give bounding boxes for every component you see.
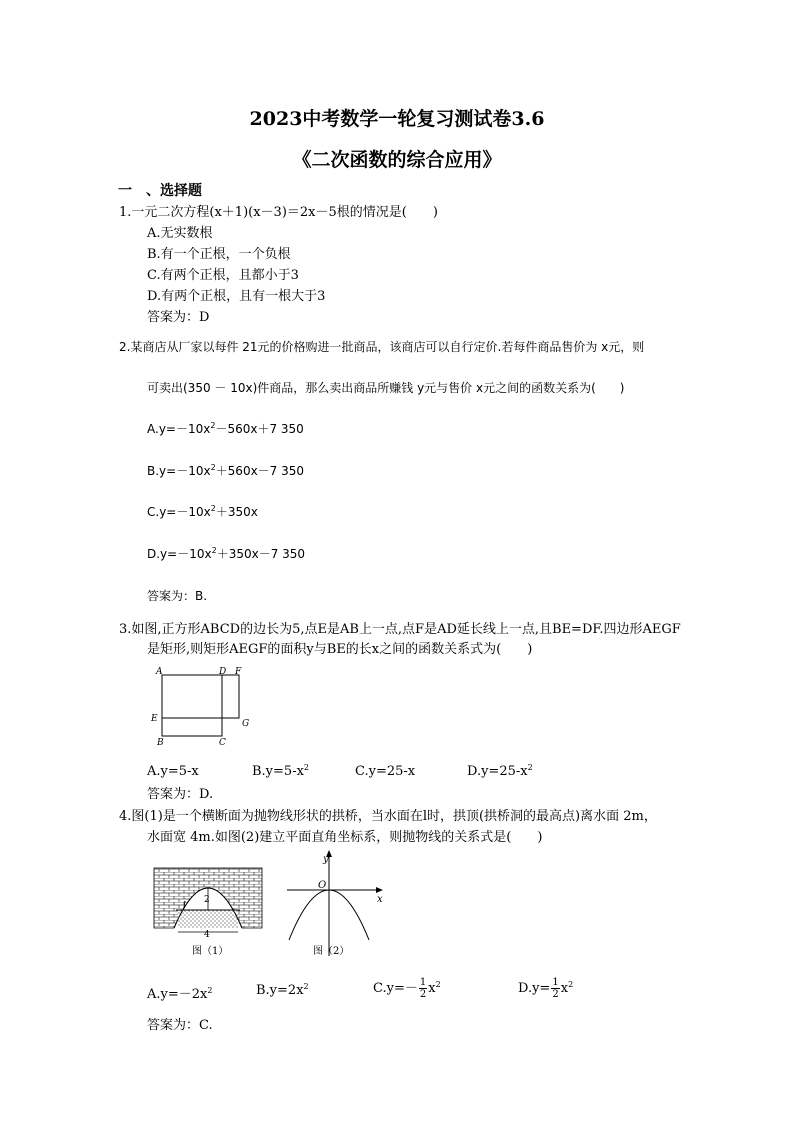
option-b	[256, 983, 309, 998]
option-text: B.y=5-x	[252, 764, 304, 779]
option-text: B.y=－10x	[147, 464, 211, 478]
option-b	[252, 764, 309, 779]
option-text: D.y=25-x	[467, 764, 528, 779]
height-label: 2	[204, 895, 210, 905]
option-a	[147, 983, 212, 1002]
option-text: ＋350x	[215, 505, 258, 519]
option-d: D.有两个正根，且有一根大于3	[147, 289, 326, 304]
option-text: ＋560x－7 350	[215, 464, 305, 478]
option-text: A.y=－10x	[147, 422, 211, 436]
x-axis-label: x	[377, 894, 383, 905]
option-text: C.y=－	[373, 981, 418, 996]
exponent: 2	[568, 980, 574, 989]
option-a: A.无实数根	[147, 226, 213, 241]
exponent: 2	[207, 986, 213, 995]
answer: 答案为：D	[147, 310, 210, 325]
option-d	[147, 545, 305, 562]
y-axis-label: y	[323, 854, 329, 865]
label-d: D	[219, 667, 227, 677]
question-stem-line2: 是矩形,则矩形AEGF的面积y与BE的长x之间的函数关系式为( )	[147, 642, 533, 657]
option-c	[355, 764, 415, 779]
exponent: 2	[210, 421, 216, 430]
option-c	[373, 977, 441, 1000]
label-f: F	[235, 667, 242, 677]
option-b: B.有一个正根，一个负根	[147, 247, 291, 262]
exponent: 2	[210, 463, 216, 472]
option-d	[467, 764, 533, 779]
question-stem-line2: 水面宽 4m.如图(2)建立平面直角坐标系，则抛物线的关系式是( )	[147, 830, 543, 845]
option-text: C.y=25-x	[355, 764, 416, 779]
exponent: 2	[435, 980, 441, 989]
label-e: E	[151, 714, 158, 724]
question-stem-line1: 3.如图,正方形ABCD的边长为5,点E是AB上一点,点F是AD延长线上一点,且BE=DF.四边形AEGF	[119, 622, 681, 637]
option-c	[147, 503, 258, 520]
question-stem-line1: 4.图(1)是一个横断面为抛物线形状的拱桥，当水面在l时，拱顶(拱桥洞的最高点)离水面 2m，	[119, 809, 657, 824]
answer: 答案为：D.	[147, 787, 214, 802]
label-c: C	[219, 738, 226, 748]
exponent: 2	[527, 763, 533, 772]
question-stem-line2: 可卖出(350 － 10x)件商品，那么卖出商品所赚钱 y元与售价 x元之间的函数关系为( )	[147, 381, 625, 395]
section-heading: 一 、选择题	[118, 183, 202, 199]
exponent: 2	[303, 763, 310, 772]
option-c: C.有两个正根，且都小于3	[147, 268, 299, 283]
water-area	[178, 910, 238, 928]
rectangle-aegf	[162, 675, 239, 718]
square-abcd	[162, 675, 222, 736]
water-line-label: l	[183, 901, 186, 911]
label-b: B	[157, 738, 164, 748]
question-stem-line1: 2.某商店从厂家以每件 21元的价格购进一批商品，该商店可以自行定价.若每件商品售价为 x元，则	[119, 340, 645, 354]
fraction	[419, 977, 427, 1000]
numerator: 1	[552, 977, 559, 988]
arch-bridge-figure	[152, 866, 264, 958]
exponent: 2	[210, 504, 216, 513]
option-text: C.y=－10x	[147, 505, 211, 519]
exponent: 2	[211, 546, 217, 555]
option-a	[147, 764, 199, 779]
option-text: x	[428, 981, 436, 996]
answer: 答案为：C.	[147, 1018, 213, 1033]
origin-label: O	[318, 880, 327, 891]
question-stem: 1.一元二次方程(x＋1)(x－3)＝2x－5根的情况是( )	[119, 205, 438, 220]
x-axis-arrow	[376, 887, 383, 893]
option-text: x	[560, 981, 569, 996]
exponent: 2	[303, 982, 309, 991]
figure-2-caption: 图（2）	[313, 946, 350, 957]
label-a: A	[156, 667, 163, 677]
width-label: 4	[204, 930, 210, 940]
label-g: G	[242, 719, 250, 729]
square-figure	[145, 662, 255, 750]
option-text: ＋350x－7 350	[216, 547, 306, 561]
denominator: 2	[419, 989, 427, 1000]
option-b	[147, 462, 304, 479]
coordinate-figure	[283, 848, 393, 958]
numerator: 1	[419, 977, 427, 988]
figure-1-caption: 图（1）	[192, 946, 229, 957]
answer: 答案为：B.	[147, 589, 208, 603]
page-title: 2023中考数学一轮复习测试卷3.6	[249, 108, 545, 130]
page-subtitle: 《二次函数的综合应用》	[292, 149, 502, 171]
option-text: A.y=5-x	[147, 764, 199, 779]
fraction	[551, 977, 559, 1000]
option-text: D.y=－10x	[147, 547, 212, 561]
option-text: B.y=2x	[256, 983, 304, 998]
denominator: 2	[552, 989, 559, 1000]
option-text: －560x＋7 350	[215, 422, 304, 436]
option-text: D.y=	[518, 981, 551, 996]
option-a	[147, 420, 304, 437]
option-text: A.y=－2x	[147, 987, 208, 1002]
option-d	[518, 977, 573, 1000]
